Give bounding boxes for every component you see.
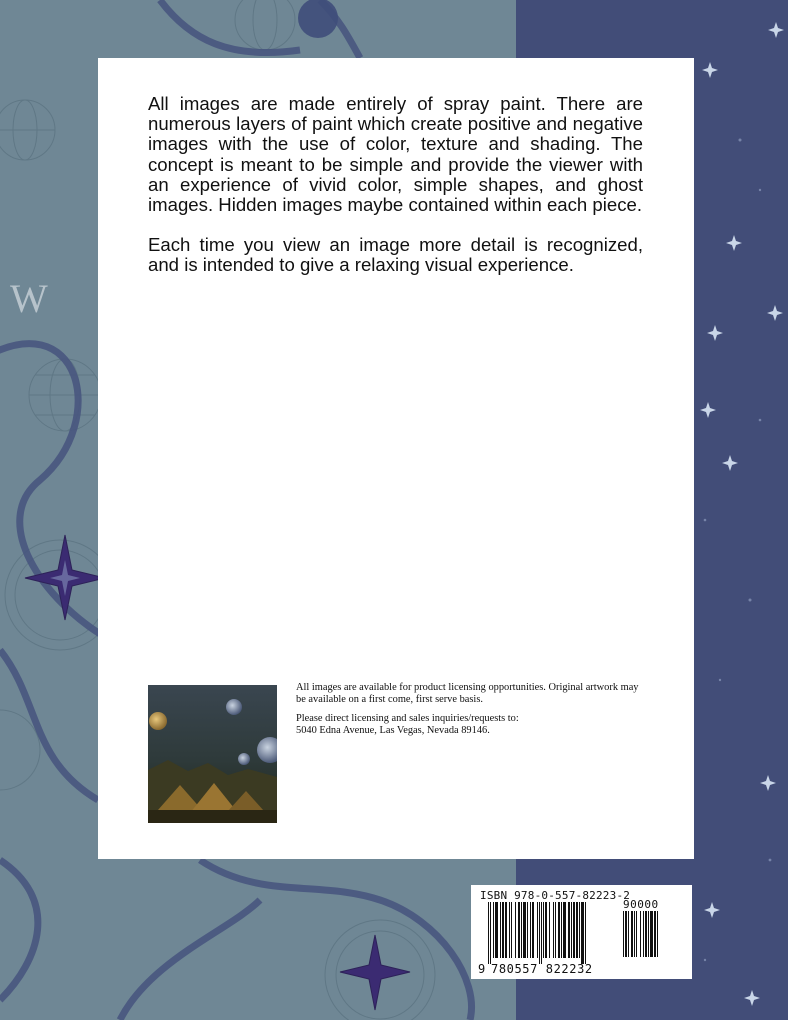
barcode-bar (530, 902, 531, 958)
addon-code: 90000 (623, 898, 659, 911)
barcode-bar (553, 902, 554, 958)
licensing-contact-line: Please direct licensing and sales inquiries/requests to: (296, 713, 519, 725)
barcode-bar (650, 911, 653, 957)
barcode-bar (500, 902, 501, 958)
barcode-bar (648, 911, 649, 957)
barcode-bar (573, 902, 575, 958)
barcode-lead-digit: 9 (478, 962, 486, 976)
barcode-bar (645, 911, 647, 957)
barcode-bar (654, 911, 656, 957)
barcode-bar (493, 902, 494, 958)
barcode-bar (527, 902, 528, 958)
barcode-bar (539, 902, 540, 964)
barcode-bar (555, 902, 556, 958)
barcode-bar (636, 911, 637, 957)
barcode-bar (585, 902, 586, 964)
barcode-bar (625, 911, 627, 957)
spray-paint-artwork-thumbnail (148, 685, 277, 823)
barcode-bar (561, 902, 562, 958)
barcode-bar (488, 902, 489, 964)
barcode-bar (631, 911, 633, 957)
barcode-bar (490, 902, 491, 964)
barcode-bar (568, 902, 570, 958)
barcode-bar (571, 902, 572, 958)
barcode-bar (505, 902, 507, 958)
barcode-bar (643, 911, 644, 957)
licensing-address: 5040 Edna Avenue, Las Vegas, Nevada 89146. (296, 724, 490, 736)
barcode-bar (511, 902, 512, 958)
barcode-bar (509, 902, 510, 958)
licensing-availability: All images are available for product licensing opportunities. Original artwork may be available on a first come, first serve basis. (296, 682, 639, 705)
barcode-bar (523, 902, 526, 958)
addon-barcode-bars (623, 911, 679, 963)
barcode-bar (657, 911, 658, 957)
barcode-bar (628, 911, 629, 957)
barcode-bar (537, 902, 538, 958)
barcode-bar (558, 902, 560, 958)
isbn-barcode (471, 885, 692, 979)
barcode-bar (518, 902, 520, 958)
barcode-bar (563, 902, 566, 958)
barcode-bar (549, 902, 550, 958)
barcode-bar (521, 902, 522, 958)
barcode-bar (543, 902, 544, 958)
licensing-info (296, 682, 644, 736)
compass-letter-w: W (10, 276, 48, 321)
barcode-digits: 780557 822232 (491, 962, 593, 976)
barcode-bar (576, 902, 578, 958)
barcode-bar (532, 902, 534, 958)
barcode-bar (634, 911, 635, 957)
barcode-bar (640, 911, 641, 957)
barcode-bar (495, 902, 498, 958)
back-cover-text-panel (98, 58, 694, 859)
barcode-bar (502, 902, 504, 958)
barcode-bar (541, 902, 542, 964)
description-paragraph-1: All images are made entirely of spray paint. There are numerous layers of paint which create positive and negative images with the use of color, texture and shading. The concept is meant to be simple and provide the viewer with an experience of vivid color, simple shapes, and ghost images. Hidden images maybe contained within each piece. (148, 93, 643, 216)
barcode-bar (581, 902, 584, 964)
artwork-description (148, 94, 643, 296)
barcode-bar (545, 902, 547, 958)
barcode-bar (579, 902, 580, 958)
ean-barcode-bars (488, 902, 616, 964)
description-paragraph-2: Each time you view an image more detail is recognized, and is intended to give a relaxing visual experience. (148, 234, 643, 276)
barcode-bar (515, 902, 516, 958)
barcode-bar (623, 911, 624, 957)
isbn-label: ISBN 978-0-557-82223-2 (480, 889, 631, 902)
